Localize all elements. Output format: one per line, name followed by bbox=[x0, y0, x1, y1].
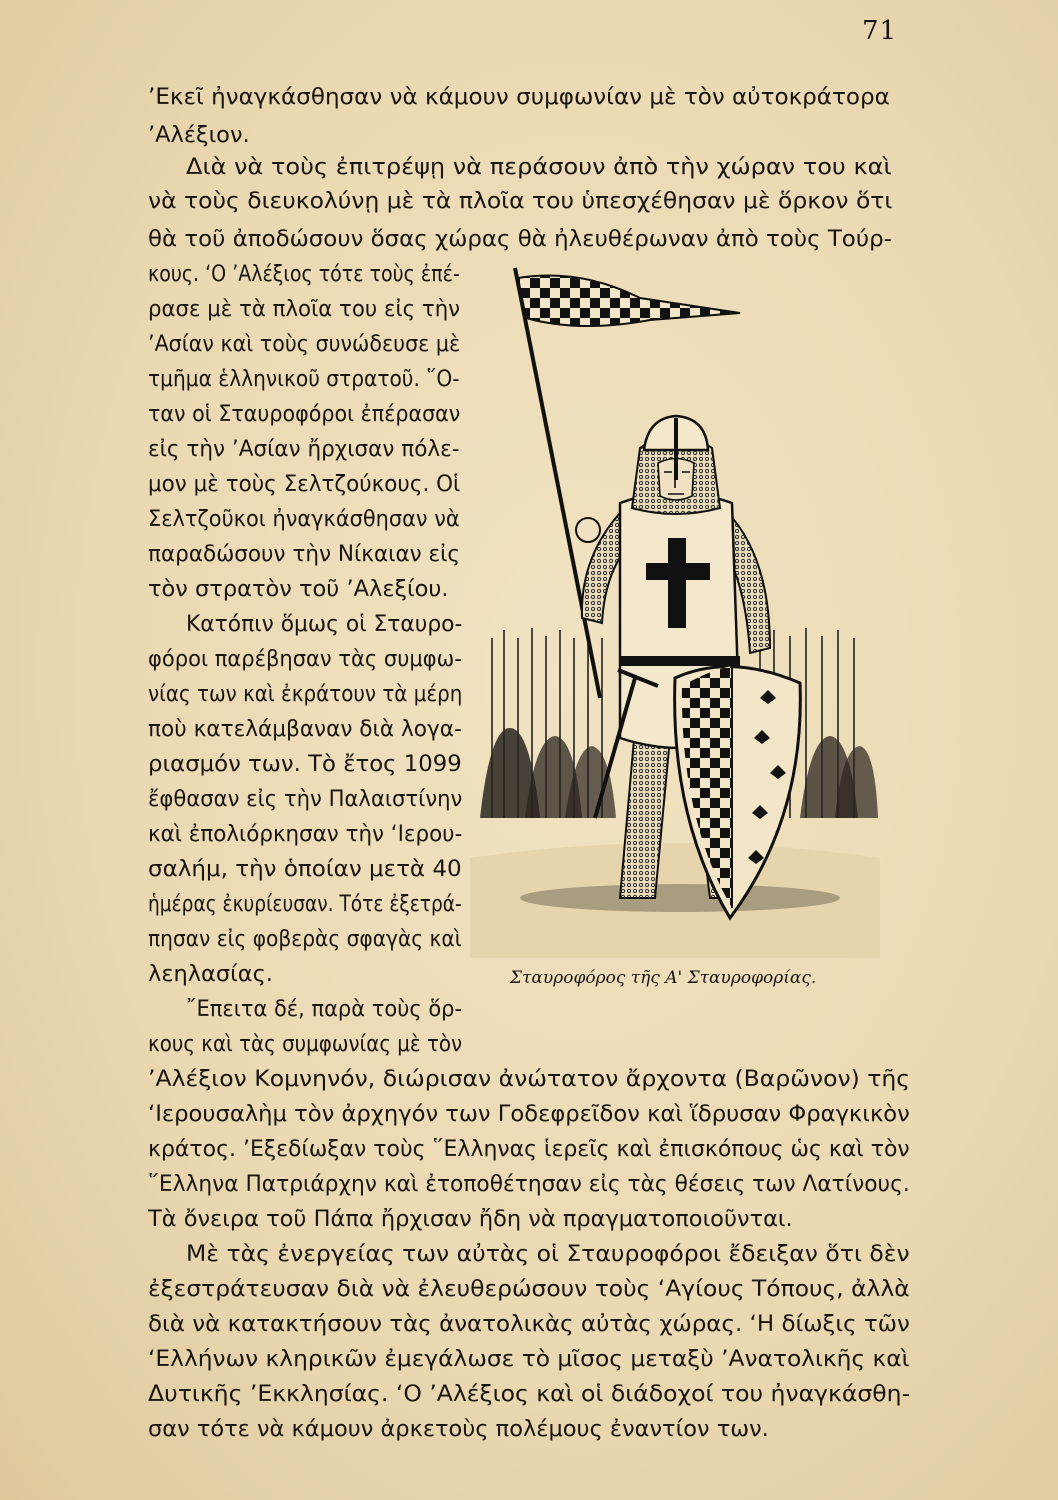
text-line: κράτος. ’Εξεδίωξαν τοὺς ῞Ελληνας ἱερεῖς καὶ ἐπισκόπους ὡς καὶ τὸν bbox=[148, 1136, 910, 1162]
text-line: ἡμέρας ἐκυρίευσαν. Τότε ἐξετρά- bbox=[148, 891, 462, 917]
text-line: πησαν εἰς φοβερὰς σφαγὰς καὶ bbox=[148, 926, 462, 952]
crusader-illustration bbox=[470, 258, 880, 958]
text-line: τὸν στρατὸν τοῦ ’Αλεξίου. bbox=[148, 576, 449, 602]
text-line: Μὲ τὰς ἐνεργείας των αὐτὰς οἱ Σταυροφόροι ἔδειξαν ὅτι δὲν bbox=[186, 1241, 910, 1267]
text-line: ἔφθασαν εἰς τὴν Παλαιστίνην bbox=[148, 786, 463, 812]
text-line: Διὰ νὰ τοὺς ἐπιτρέψῃ νὰ περάσουν ἀπὸ τὴν χώραν του καὶ bbox=[186, 154, 892, 180]
text-line: ριασμόν των. Τὸ ἔτος 1099 bbox=[148, 751, 462, 777]
text-line: λεηλασίας. bbox=[148, 961, 273, 987]
text-line: παραδώσουν τὴν Νίκαιαν εἰς bbox=[148, 541, 461, 567]
text-line: καὶ ἐπολιόρκησαν τὴν ‘Ιερου- bbox=[148, 821, 463, 847]
text-line: ‘Ελλήνων κληρικῶν ἐμεγάλωσε τὸ μῖσος μεταξὺ ’Ανατολικῆς καὶ bbox=[148, 1346, 910, 1372]
figure-caption: Σταυροφόρος τῆς Α' Σταυροφορίας. bbox=[510, 968, 817, 988]
text-line: κους. ‘Ο ’Αλέξιος τότε τοὺς ἐπέ- bbox=[148, 261, 460, 287]
text-line: νὰ τοὺς διευκολύνῃ μὲ τὰ πλοῖα του ὑπεσχέθησαν μὲ ὅρκον ὅτι bbox=[148, 188, 893, 214]
text-line: ταν οἱ Σταυροφόροι ἐπέρασαν bbox=[148, 401, 461, 427]
text-line: Τὰ ὄνειρα τοῦ Πάπα ἤρχισαν ἤδη νὰ πραγματοποιοῦνται. bbox=[148, 1206, 793, 1232]
text-line: Σελτζοῦκοι ἠναγκάσθησαν νὰ bbox=[148, 506, 460, 532]
text-line: Δυτικῆς ’Εκκλησίας. ‘Ο ’Αλέξιος καὶ οἱ διάδοχοί του ἠναγκάσθη- bbox=[148, 1381, 911, 1407]
text-line: ἐξεστράτευσαν διὰ νὰ ἐλευθερώσουν τοὺς ‘Αγίους Τόπους, ἀλλὰ bbox=[148, 1276, 910, 1302]
text-line: κους καὶ τὰς συμφωνίας μὲ τὸν bbox=[148, 1031, 463, 1057]
text-line: τμῆμα ἑλληνικοῦ στρατοῦ. ῞Ο- bbox=[148, 366, 460, 392]
text-line: διὰ νὰ κατακτήσουν τὰς ἀνατολικὰς αὐτὰς χώρας. ‘Η δίωξις τῶν bbox=[148, 1311, 910, 1337]
text-line: ‘Ιερουσαλὴμ τὸν ἀρχηγόν των Γοδεφρεῖδον καὶ ἵδρυσαν Φραγκικὸν bbox=[148, 1101, 910, 1127]
text-line: θὰ τοῦ ἀποδώσουν ὅσας χώρας θὰ ἠλευθέρωναν ἀπὸ τοὺς Τούρ- bbox=[148, 226, 892, 252]
text-line: ’Εκεῖ ἠναγκάσθησαν νὰ κάμουν συμφωνίαν μὲ τὸν αὐτοκράτορα bbox=[148, 84, 890, 110]
text-line: μον μὲ τοὺς Σελτζούκους. Οἱ bbox=[148, 471, 461, 497]
text-line: ρασε μὲ τὰ πλοῖα του εἰς τὴν bbox=[148, 296, 461, 322]
text-line: ’Αλέξιον Κομνηνόν, διώρισαν ἀνώτατον ἄρχοντα (Βαρῶνον) τῆς bbox=[148, 1066, 911, 1092]
text-line: Κατόπιν ὅμως οἱ Σταυρο- bbox=[186, 611, 463, 637]
text-line: σαλήμ, τὴν ὁποίαν μετὰ 40 bbox=[148, 856, 462, 882]
text-line: ’Ασίαν καὶ τοὺς συνώδευσε μὲ bbox=[148, 331, 461, 357]
text-line: ποὺ κατελάμβαναν διὰ λογα- bbox=[148, 716, 462, 742]
page-number: 71 bbox=[862, 16, 898, 46]
flag-pole bbox=[515, 268, 600, 698]
checkered-pennant bbox=[518, 276, 740, 327]
text-line: ῞Ελληνα Πατριάρχην καὶ ἐτοποθέτησαν εἰς τὰς θέσεις των Λατίνους. bbox=[148, 1171, 910, 1197]
text-line: σαν τότε νὰ κάμουν ἀρκετοὺς πολέμους ἐναντίον των. bbox=[148, 1416, 769, 1442]
text-line: ῎Επειτα δέ, παρὰ τοὺς ὅρ- bbox=[186, 996, 463, 1022]
text-line: νίας των καὶ ἐκράτουν τὰ μέρη bbox=[148, 681, 463, 707]
text-line: ’Αλέξιον. bbox=[148, 122, 250, 148]
text-line: φόροι παρέβησαν τὰς συμφω- bbox=[148, 646, 462, 672]
text-line: εἰς τὴν ’Ασίαν ἤρχισαν πόλε- bbox=[148, 436, 460, 462]
